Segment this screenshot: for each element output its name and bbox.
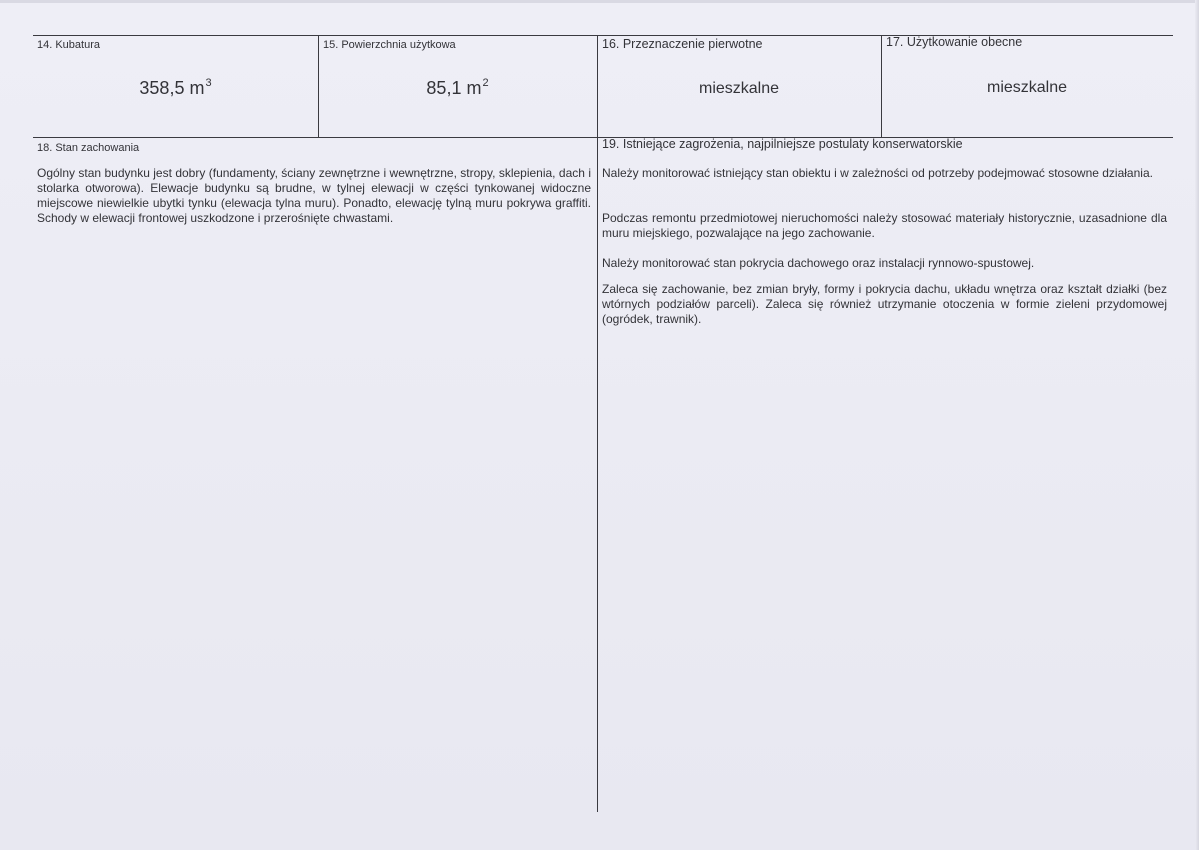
- zagrozenia-paragraph-2: Podczas remontu przedmiotowej nieruchomości należy stosować materiały historycznie, uzasadnione dla muru miejskiego, pozwalające na jego zachowanie.: [602, 211, 1167, 240]
- field-18-label: 18. Stan zachowania: [37, 142, 140, 154]
- field-15-value: [318, 77, 597, 99]
- field-16-value: mieszkalne: [698, 80, 780, 97]
- field-17-label: 17. Użytkowanie obecne: [886, 35, 1023, 49]
- zagrozenia-paragraph-4: Zaleca się zachowanie, bez zmian bryły, formy i pokrycia dachu, układu wnętrza oraz kształt działki (bez wtórnych podziałów parceli). Zaleca się również utrzymanie otoczenia w formie zieleni przydomowej (ogródek, trawnik).: [602, 282, 1167, 326]
- field-19-label: 19. Istniejące zagrożenia, najpilniejsze postulaty konserwatorskie: [602, 137, 963, 151]
- zagrozenia-paragraph-1: Należy monitorować istniejący stan obiektu i w zależności od potrzeby podejmować stosowne działania.: [602, 166, 1153, 180]
- kubatura-value: 358,5 m: [139, 78, 205, 98]
- paper-top-edge: [0, 0, 1199, 3]
- kubatura-unit-exponent: 3: [205, 77, 212, 89]
- stan-zachowania-text: Ogólny stan budynku jest dobry (fundamenty, ściany zewnętrzne i wewnętrzne, stropy, sklepienia, dach i stolarka otworowa). Elewacje budynku są brudne, w tylnej elewacji w części tynkowanej widoczne miejscowe niewielkie ubytki tynku (elewacja tylna muru). Ponadto, elewację tylną muru pokrywa graffiti. Schody w elewacji frontowej uszkodzone i przerośnięte chwastami.: [37, 166, 591, 225]
- zagrozenia-paragraph-3: Należy monitorować stan pokrycia dachowego oraz instalacji rynnowo-spustowej.: [602, 256, 1035, 270]
- divider-main: [597, 35, 598, 812]
- field-16-label: 16. Przeznaczenie pierwotne: [602, 37, 763, 51]
- field-15-label: 15. Powierzchnia użytkowa: [323, 39, 456, 51]
- paper-right-edge: [1195, 0, 1199, 850]
- field-14-value: [33, 77, 318, 99]
- field-17-value: mieszkalne: [986, 79, 1068, 96]
- powierzchnia-value: 85,1 m: [426, 78, 482, 98]
- field-14-label: 14. Kubatura: [37, 39, 100, 51]
- powierzchnia-unit-exponent: 2: [482, 77, 489, 89]
